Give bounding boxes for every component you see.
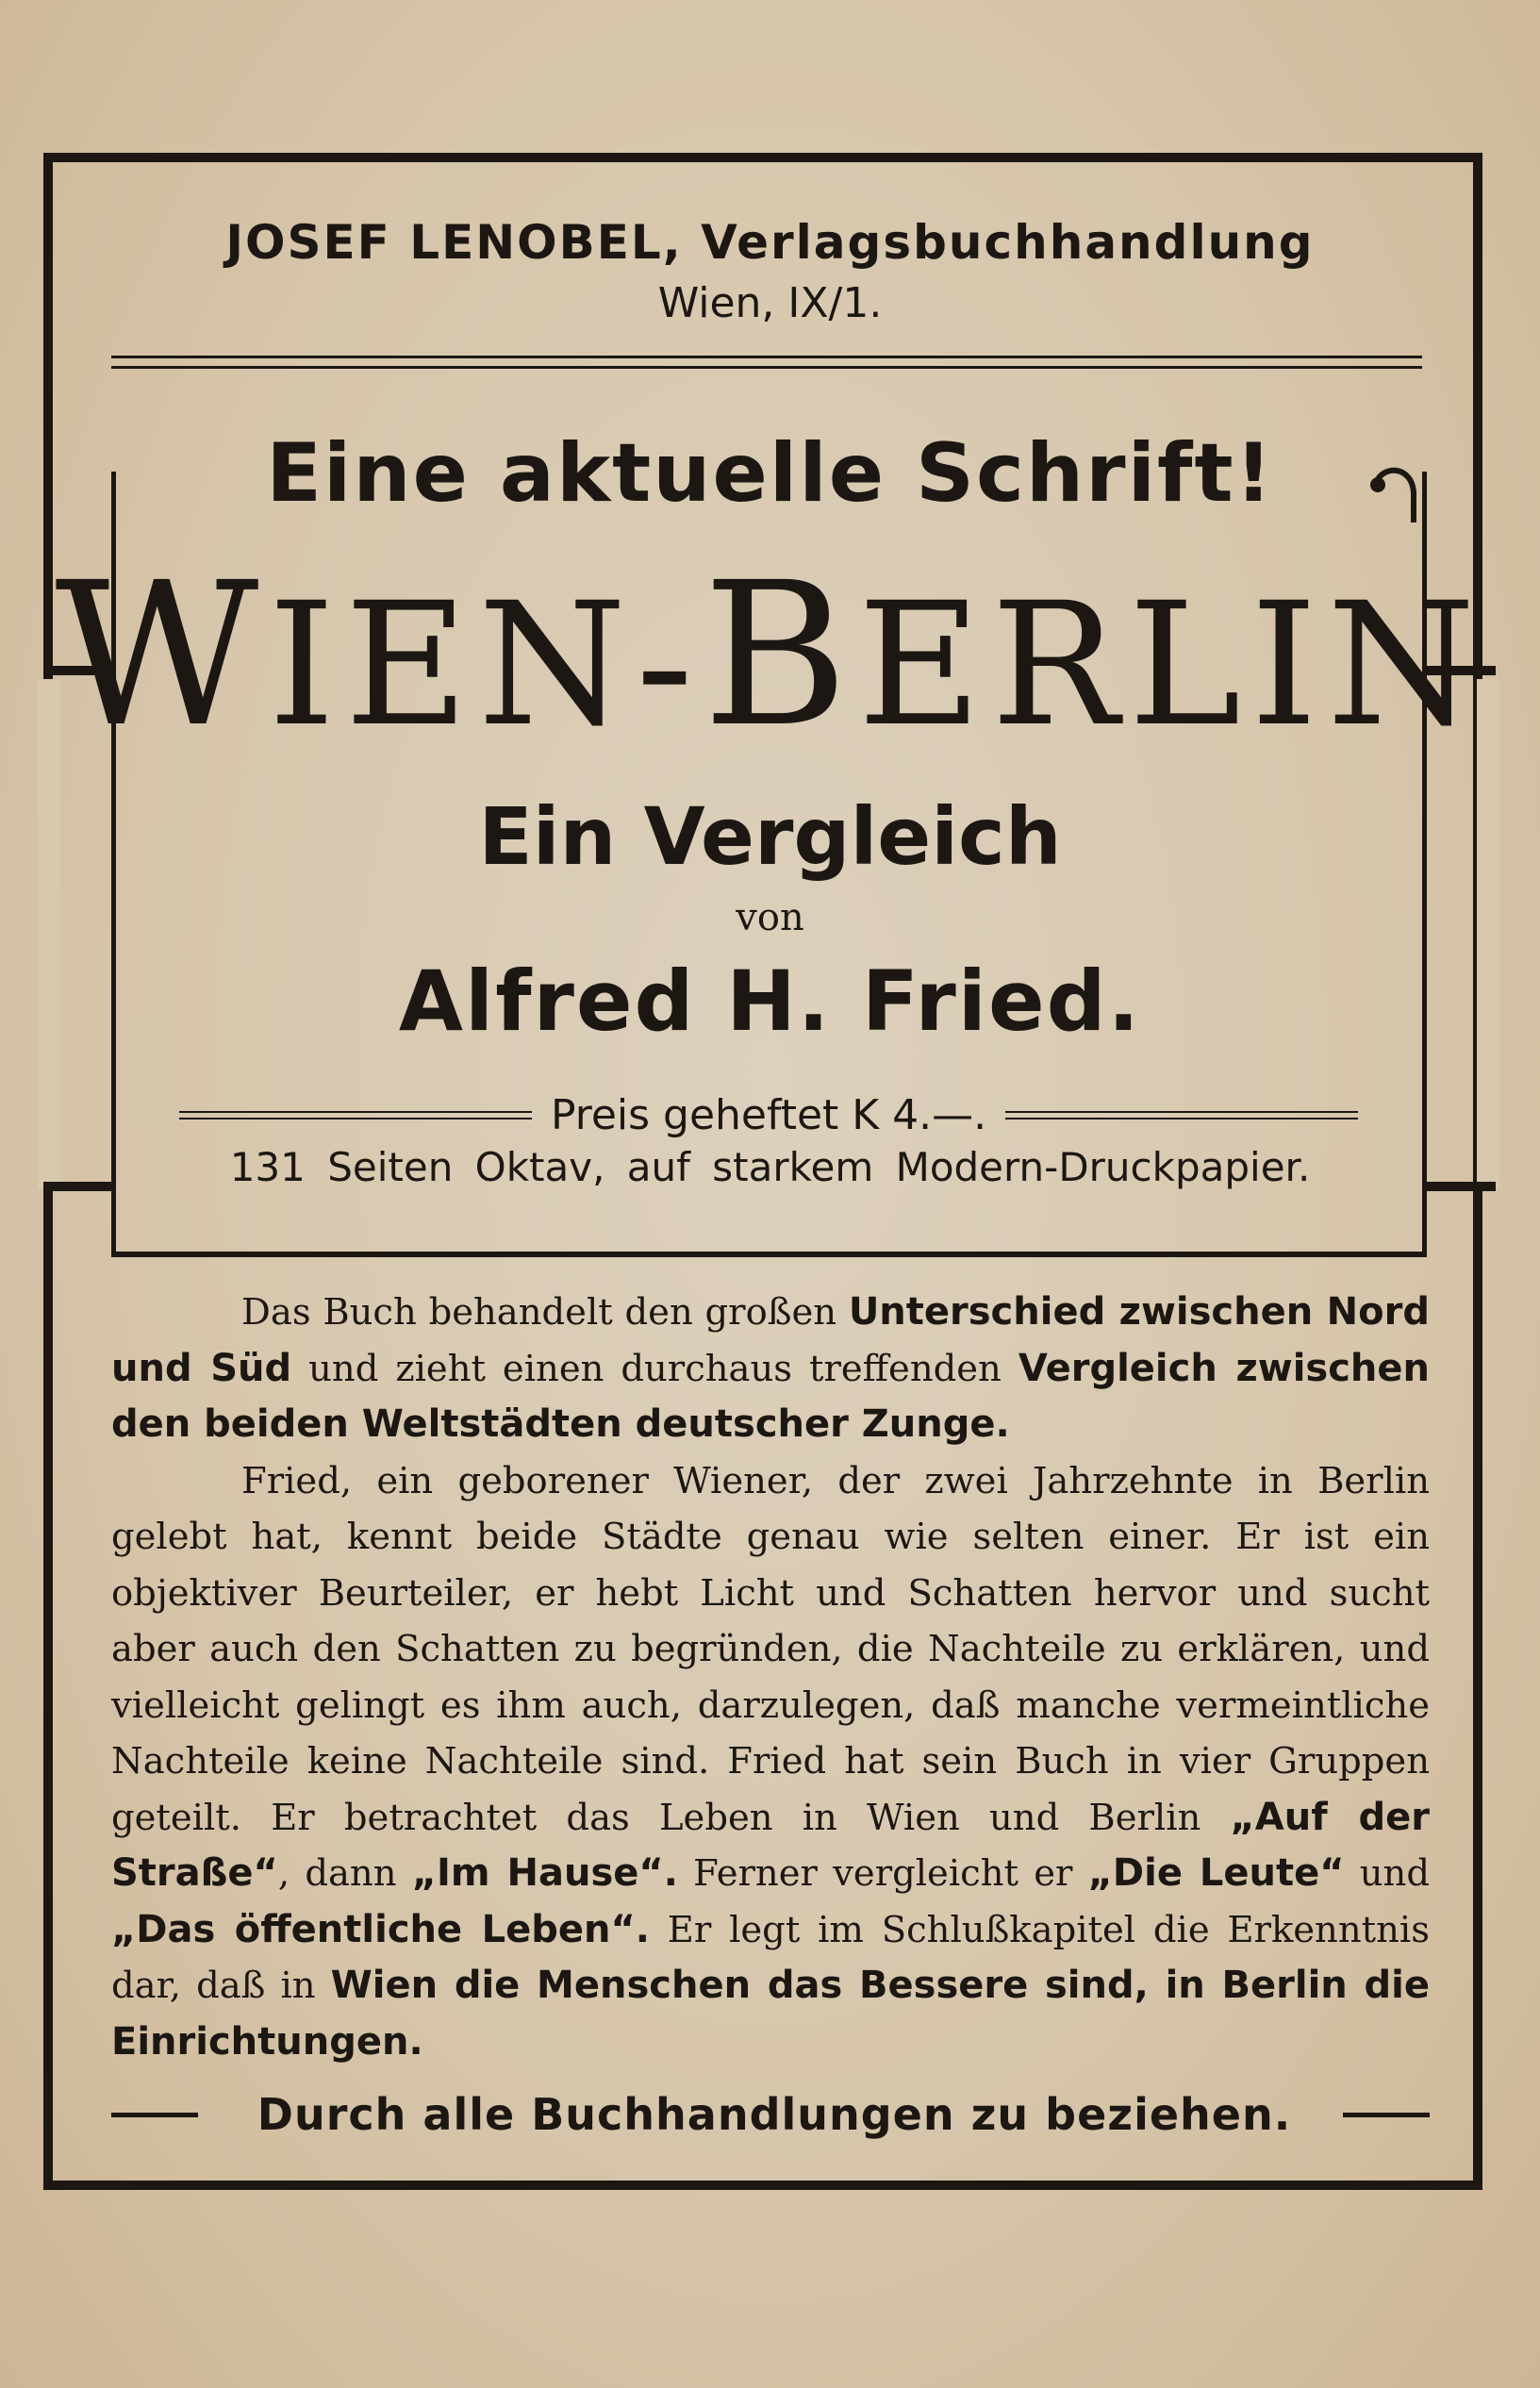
- text-run: und: [1344, 1852, 1431, 1895]
- publisher-name: JOSEF LENOBEL, Verlagsbuchhandlung: [225, 215, 1315, 270]
- closing-line: [111, 2089, 1430, 2140]
- emphasis: Unterschied zwischen Nord und Süd: [111, 1290, 1430, 1390]
- emphasis: „Auf der Straße“: [111, 1795, 1431, 1895]
- book-title: [0, 539, 1540, 771]
- price-rule-left: [179, 1111, 532, 1119]
- subtitle: Ein Vergleich: [478, 790, 1062, 883]
- price-row: [179, 1086, 1358, 1143]
- text-run: und zieht einen durchaus treffenden: [291, 1347, 1018, 1390]
- closing-dash-right: [1343, 2113, 1430, 2117]
- closing-dash-left: [111, 2113, 198, 2117]
- emphasis: „Die Leute“: [1087, 1851, 1345, 1895]
- closing-text: Durch alle Buchhandlungen zu beziehen.: [257, 2089, 1292, 2140]
- title-dash: -: [636, 567, 704, 764]
- headline: Eine aktuelle Schrift!: [266, 426, 1274, 521]
- title-letter-w: W: [55, 539, 269, 771]
- text-run: Ferner vergleicht er: [677, 1852, 1088, 1895]
- text-run: Das Buch behandelt den großen: [241, 1291, 849, 1334]
- emphasis: „Das öffentliche Leben“.: [111, 1907, 650, 1951]
- description-text: [111, 1285, 1430, 2070]
- double-rule-divider: [111, 356, 1422, 369]
- title-letter-b: B: [703, 539, 858, 771]
- title-part-erlin: ERLIN: [857, 567, 1485, 764]
- price-text: Preis geheftet K 4.—.: [550, 1090, 987, 1139]
- text-run: , dann: [277, 1852, 412, 1895]
- price-rule-right: [1005, 1111, 1358, 1119]
- format-description: 131 Seiten Oktav, auf starkem Modern-Druckpapier.: [229, 1144, 1311, 1190]
- text-run: Er legt im Schlußkapitel die Erkenntnis dar, daß in: [111, 1908, 1430, 2007]
- publisher-address: Wien, IX/1.: [657, 279, 883, 327]
- paragraph-1: [111, 1285, 1430, 1453]
- emphasis: „Im Hause“.: [411, 1851, 678, 1895]
- paragraph-2: [111, 1453, 1430, 2071]
- by-label: von: [736, 896, 804, 939]
- text-run: Fried, ein geborener Wiener, der zwei Jahrzehnte in Berlin gelebt hat, kennt beide Städte genau wie selten einer. Er ist ein objektiver Beurteiler, er hebt Licht und Schatten hervor und sucht aber auch den Schatten zu begründen, die Nachteile zu erklären, und vielleicht gelingt es ihm auch, darzulegen, daß manche vermeintliche Nachteile keine Nachteile sind. Fried hat sein Buch in vier Gruppen geteilt. Er betrachtet das Leben in Wien und Berlin: [111, 1459, 1430, 1839]
- author-name: Alfred H. Fried.: [398, 953, 1142, 1050]
- emphasis: Wien die Menschen das Bessere sind, in Berlin die Einrichtungen.: [111, 1964, 1430, 2064]
- emphasis: Vergleich zwischen den beiden Weltstädten deutscher Zunge.: [111, 1346, 1431, 1446]
- title-part-ien: IEN: [268, 567, 637, 764]
